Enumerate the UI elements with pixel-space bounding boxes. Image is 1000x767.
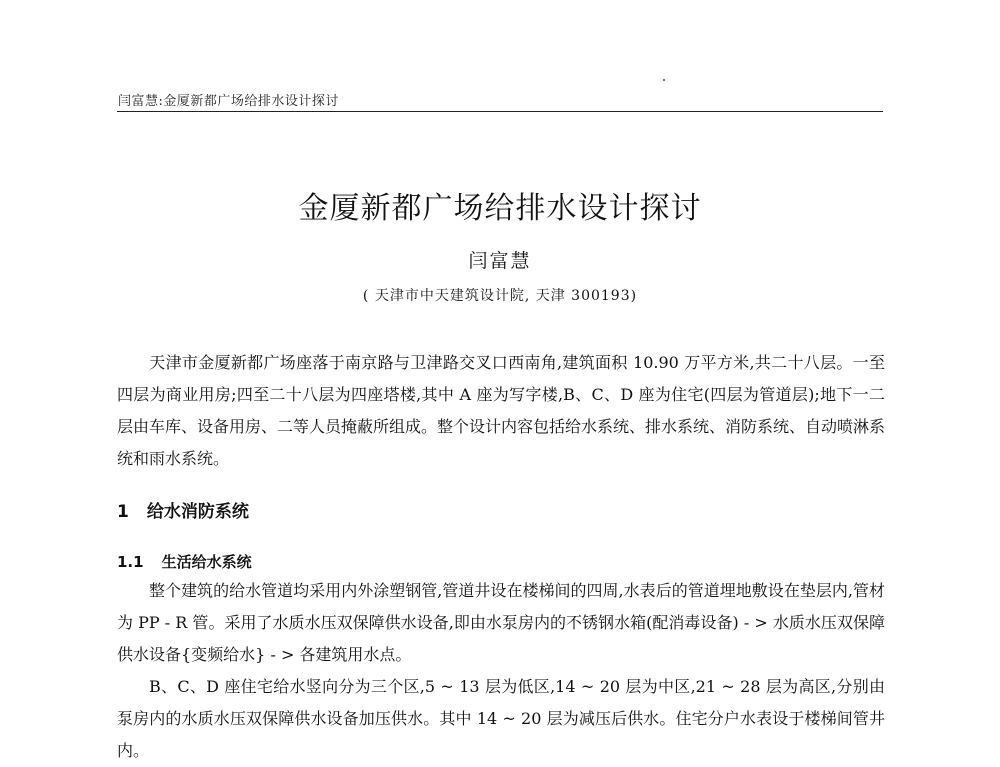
body-paragraph-2 xyxy=(117,671,885,767)
section-title: 给水消防系统 xyxy=(146,502,249,522)
paragraph-text: B、C、D 座住宅给水竖向分为三个区,5 ~ 13 层为低区,14 ~ 20 层为中区,21 ~ 28 层为高区,分别由泵房内的水质水压双保障供水设备加压供水。其中 14 ~ 20 层为减压后供水。住宅分户水表设于楼梯间管井内。 xyxy=(117,677,885,760)
section-number: 1 xyxy=(117,502,129,522)
subsection-title: 生活给水系统 xyxy=(161,553,252,571)
subsection-heading-1-1 xyxy=(117,551,252,572)
body-paragraph-1 xyxy=(117,575,885,671)
author-affiliation: ( 天津市中天建筑设计院, 天津 300193) xyxy=(362,288,638,304)
intro-paragraph xyxy=(117,347,885,475)
article-title: 金厦新都广场给排水设计探讨 xyxy=(298,191,702,226)
stray-mark xyxy=(663,79,665,81)
paragraph-text: 整个建筑的给水管道均采用内外涂塑钢管,管道井设在楼梯间的四周,水表后的管道埋地敷设在垫层内,管材为 PP - R 管。采用了水质水压双保障供水设备,即由水泵房内的不锈钢水箱(配消毒设备) - > 水质水压双保障供水设备{变频给水} - > 各建筑用水点。 xyxy=(117,581,885,664)
article-author: 闫富慧 xyxy=(468,250,532,272)
section-heading-1 xyxy=(117,497,249,522)
header-rule xyxy=(117,111,883,112)
subsection-number: 1.1 xyxy=(117,553,144,571)
running-head: 闫富慧:金厦新都广场给排水设计探讨 xyxy=(118,94,339,109)
intro-text: 天津市金厦新都广场座落于南京路与卫津路交叉口西南角,建筑面积 10.90 万平方米,共二十八层。一至四层为商业用房;四至二十八层为四座塔楼,其中 A 座为写字楼,B、C、D 座为住宅(四层为管道层);地下一二层由车库、设备用房、二等人员掩蔽所组成。整个设计内容包括给水系统、排水系统、消防系统、自动喷淋系统和雨水系统。 xyxy=(117,353,886,468)
